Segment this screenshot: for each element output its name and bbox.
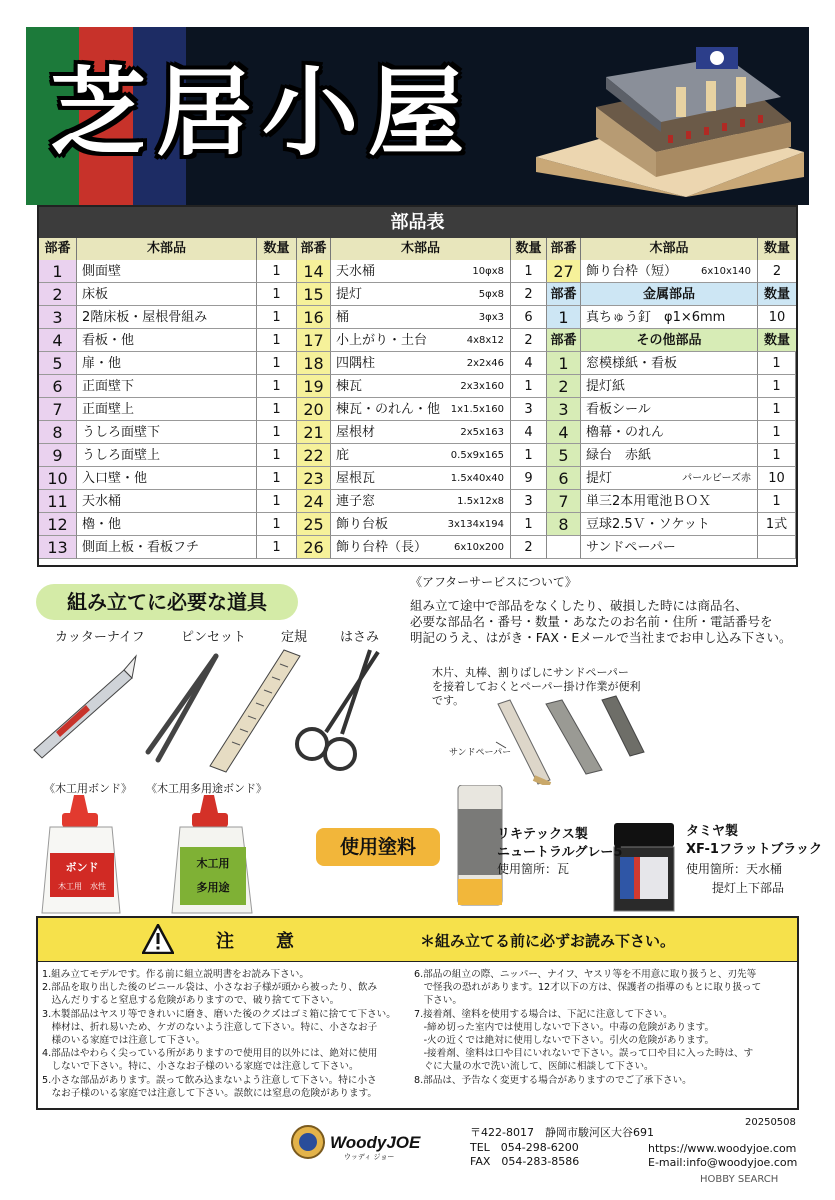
table-row bbox=[39, 260, 297, 283]
part-name bbox=[331, 421, 511, 444]
part-qty: 1 bbox=[257, 536, 297, 559]
paint-tube-icon bbox=[458, 785, 502, 905]
part-name bbox=[77, 444, 257, 467]
table-row bbox=[39, 513, 297, 536]
bond-multi-label: 《木工用多用途ボンド》 bbox=[146, 782, 267, 795]
part-number: 18 bbox=[297, 352, 331, 375]
part-name bbox=[77, 352, 257, 375]
col2-qty-header: 数量 bbox=[511, 238, 547, 260]
part-number: 17 bbox=[297, 329, 331, 352]
part-qty: 1 bbox=[758, 375, 796, 398]
part-name bbox=[331, 283, 511, 306]
part-number: 5 bbox=[39, 352, 77, 375]
parts-table-title: 部品表 bbox=[39, 207, 796, 238]
model-photo bbox=[536, 47, 804, 197]
watermark: HOBBY SEARCH bbox=[700, 1174, 779, 1185]
part-number: 4 bbox=[39, 329, 77, 352]
part-name-text: 窓模様紙・看板 bbox=[586, 356, 678, 371]
warning-icon bbox=[142, 924, 174, 954]
part-spec: 1x1.5x160 bbox=[450, 404, 504, 415]
part-qty: 1 bbox=[758, 444, 796, 467]
part-name-text: 庇 bbox=[336, 448, 350, 463]
part-name bbox=[331, 444, 511, 467]
col3-wood-header: 木部品 bbox=[581, 238, 758, 260]
logo-text: WoodyJOE bbox=[330, 1133, 421, 1152]
part-qty: 1 bbox=[257, 490, 297, 513]
metal-parts-header: 金属部品 bbox=[581, 283, 758, 306]
product-title: 芝居小屋 bbox=[50, 56, 474, 169]
sandpaper-sticks-illustration bbox=[430, 690, 670, 785]
part-number: 4 bbox=[547, 421, 581, 444]
tool-label-tweezers: ピンセット bbox=[181, 630, 247, 645]
paint1-usage: 使用箇所：瓦 bbox=[497, 862, 570, 876]
part-name bbox=[581, 260, 758, 283]
part-name bbox=[581, 421, 758, 444]
after-service-line: 組み立て途中で部品をなくしたり、破損した時には商品名、 bbox=[410, 598, 748, 613]
part-spec: 1.5x12x8 bbox=[457, 496, 504, 507]
caution-line: しないで下さい。特に、小さなお子様のいる家庭では注意して下さい。 bbox=[42, 1061, 359, 1073]
table-row bbox=[39, 306, 297, 329]
part-number: 15 bbox=[297, 283, 331, 306]
other-no-header: 部番 bbox=[547, 329, 581, 352]
part-name-text: 側面壁 bbox=[82, 264, 122, 279]
part-name bbox=[581, 352, 758, 375]
part-name-text: 棟瓦 bbox=[336, 379, 363, 394]
part-spec: 1.5x40x40 bbox=[450, 473, 504, 484]
part-name-text: 飾り台板 bbox=[336, 517, 389, 532]
part-number: 3 bbox=[547, 398, 581, 421]
sandpaper-tip-line: を接着しておくとペーパー掛け作業が便利 bbox=[432, 680, 641, 693]
logo-kana: ウッディ ジョー bbox=[344, 1153, 395, 1161]
part-qty: 2 bbox=[758, 260, 796, 283]
bond-bottle-text-5: 多用途 bbox=[196, 881, 230, 894]
part-name-text: 天水桶 bbox=[336, 264, 376, 279]
sandpaper-tip-line: 木片、丸棒、割りばしにサンドペーパー bbox=[432, 666, 629, 679]
part-qty: 2 bbox=[511, 329, 547, 352]
table-row bbox=[39, 329, 297, 352]
bond-bottle-text-1: ボンド bbox=[65, 861, 99, 874]
table-row bbox=[547, 444, 796, 467]
part-spec: 3x134x194 bbox=[447, 519, 504, 530]
wood-glue-bottle-icon bbox=[42, 795, 120, 913]
part-name bbox=[581, 513, 758, 536]
part-qty: 1 bbox=[257, 329, 297, 352]
caution-line: 棒材は、折れ易いため、ケガのないよう注意して下さい。特に、小さなお子 bbox=[42, 1021, 378, 1033]
table-row bbox=[39, 490, 297, 513]
paint-jar-icon bbox=[614, 823, 674, 911]
table-row bbox=[297, 329, 547, 352]
metal-qty-header: 数量 bbox=[758, 283, 796, 306]
part-name-text: うしろ面壁上 bbox=[82, 448, 161, 463]
caution-title: 注意 bbox=[216, 931, 336, 952]
company-fax: FAX 054-283-8586 bbox=[470, 1155, 580, 1168]
caution-line: -接着剤、塗料は口や目にいれないで下さい。誤って口や目に入った時は、す bbox=[414, 1048, 754, 1060]
part-number: 3 bbox=[39, 306, 77, 329]
part-number: 10 bbox=[39, 467, 77, 490]
part-name-text: 連子窓 bbox=[336, 494, 376, 509]
caution-line: ぐに大量の水で洗い流して、医師に相談して下さい。 bbox=[414, 1061, 654, 1073]
part-qty: 1式 bbox=[758, 513, 796, 536]
col1-wood-header: 木部品 bbox=[77, 238, 257, 260]
part-number bbox=[547, 536, 581, 559]
part-name bbox=[581, 490, 758, 513]
part-number: 23 bbox=[297, 467, 331, 490]
part-spec: 0.5x9x165 bbox=[450, 450, 504, 461]
part-name bbox=[331, 306, 511, 329]
part-qty: 6 bbox=[511, 306, 547, 329]
after-service-line: 明記のうえ、はがき・FAX・Eメールで当社までお申し込み下さい。 bbox=[410, 630, 792, 645]
part-qty: 4 bbox=[511, 352, 547, 375]
part-number: 25 bbox=[297, 513, 331, 536]
col2-no-header: 部番 bbox=[297, 238, 331, 260]
part-name-text: 側面上板・看板フチ bbox=[82, 540, 200, 555]
caution-line: 3.木製部品はヤスリ等できれいに磨き、磨いた後のクズはゴミ箱に捨てて下さい。 bbox=[42, 1008, 396, 1020]
table-row bbox=[547, 306, 796, 329]
part-name-text: 看板・他 bbox=[82, 333, 135, 348]
sandpaper-label: サンドペーパー bbox=[449, 748, 512, 758]
table-row bbox=[297, 283, 547, 306]
table-row bbox=[297, 398, 547, 421]
ruler-icon bbox=[210, 650, 300, 772]
part-number: 1 bbox=[39, 260, 77, 283]
table-row bbox=[547, 490, 796, 513]
table-row bbox=[39, 283, 297, 306]
tools-illustration bbox=[26, 642, 396, 782]
col3-no-header: 部番 bbox=[547, 238, 581, 260]
part-qty: 10 bbox=[758, 467, 796, 490]
other-qty-header: 数量 bbox=[758, 329, 796, 352]
part-name bbox=[77, 467, 257, 490]
table-row bbox=[39, 467, 297, 490]
part-qty: 1 bbox=[257, 352, 297, 375]
part-qty: 1 bbox=[257, 306, 297, 329]
part-name bbox=[77, 398, 257, 421]
company-url[interactable]: https://www.woodyjoe.com bbox=[648, 1142, 797, 1155]
caution-line: 6.部品の組立の際、ニッパー、ナイフ、ヤスリ等を不用意に取り扱うと、刃先等 bbox=[414, 969, 757, 980]
part-spec: 2x2x46 bbox=[466, 358, 504, 369]
part-qty: 1 bbox=[511, 260, 547, 283]
part-name-text: 豆球2.5Ｖ・ソケット bbox=[586, 517, 710, 532]
table-row bbox=[39, 352, 297, 375]
part-number: 7 bbox=[39, 398, 77, 421]
part-name-text: 単三2本用電池ＢＯＸ bbox=[586, 494, 712, 509]
table-row bbox=[297, 421, 547, 444]
part-qty: 1 bbox=[257, 513, 297, 536]
part-name bbox=[581, 375, 758, 398]
caution-box bbox=[36, 916, 799, 1110]
bond-bottle-text-4: 木工用 bbox=[196, 857, 230, 870]
part-number: 19 bbox=[297, 375, 331, 398]
part-number: 11 bbox=[39, 490, 77, 513]
scissors-icon bbox=[297, 650, 378, 769]
table-row bbox=[547, 467, 796, 490]
caution-read-first: ＊組み立てる前に必ずお読み下さい。 bbox=[420, 932, 676, 950]
part-name-text: 提灯 bbox=[336, 287, 363, 302]
part-qty bbox=[758, 536, 796, 559]
cutter-knife-icon bbox=[34, 656, 136, 758]
part-qty: 10 bbox=[758, 306, 796, 329]
part-name bbox=[331, 329, 511, 352]
tool-label-scissors: はさみ bbox=[340, 630, 380, 645]
part-name bbox=[77, 375, 257, 398]
part-spec: 6x10x200 bbox=[453, 542, 504, 553]
part-name bbox=[331, 513, 511, 536]
part-name bbox=[331, 398, 511, 421]
part-qty: 3 bbox=[511, 490, 547, 513]
paint1-brand: リキテックス製 bbox=[497, 827, 588, 842]
tool-label-ruler: 定規 bbox=[281, 630, 308, 645]
bond-bottle-text-3: 水性 bbox=[90, 882, 106, 891]
part-name bbox=[331, 490, 511, 513]
part-qty: 1 bbox=[511, 375, 547, 398]
part-name-text: 櫓幕・のれん bbox=[586, 425, 665, 440]
part-spec: 3φx3 bbox=[478, 312, 504, 323]
part-name-text: 2階床板・屋根骨組み bbox=[82, 310, 208, 325]
caution-line: 込んだりすると窒息する危険がありますので、破り捨てて下さい。 bbox=[42, 995, 340, 1007]
table-row bbox=[297, 375, 547, 398]
part-qty: 1 bbox=[758, 421, 796, 444]
part-name bbox=[331, 467, 511, 490]
caution-line: 2.部品を取り出した後のビニール袋は、小さなお子様が頭から被ったり、飲み bbox=[42, 982, 378, 994]
part-qty: 2 bbox=[511, 536, 547, 559]
paint2-usage-2: 提灯上下部品 bbox=[712, 881, 785, 895]
part-name bbox=[77, 329, 257, 352]
bond-bottles-illustration bbox=[40, 795, 260, 915]
caution-line: で怪我の恐れがあります。12才以下の方は、保護者の指導のもとに取り扱って bbox=[414, 982, 762, 994]
part-name-text: 飾り台枠（短） bbox=[586, 264, 678, 279]
part-number: 8 bbox=[547, 513, 581, 536]
part-number: 1 bbox=[547, 352, 581, 375]
part-name-text: 屋根材 bbox=[336, 425, 376, 440]
caution-line: なお子様のいる家庭では注意して下さい。誤飲には窒息の危険があります。 bbox=[42, 1087, 378, 1099]
part-number: 5 bbox=[547, 444, 581, 467]
part-name bbox=[331, 536, 511, 559]
part-qty: 1 bbox=[511, 444, 547, 467]
col1-qty-header: 数量 bbox=[257, 238, 297, 260]
part-number: 20 bbox=[297, 398, 331, 421]
part-qty: 9 bbox=[511, 467, 547, 490]
part-qty: 1 bbox=[758, 490, 796, 513]
metal-no-header: 部番 bbox=[547, 283, 581, 306]
part-name bbox=[581, 444, 758, 467]
part-number: 14 bbox=[297, 260, 331, 283]
table-row bbox=[39, 421, 297, 444]
part-name bbox=[77, 260, 257, 283]
part-name bbox=[77, 536, 257, 559]
company-tel: TEL 054-298-6200 bbox=[470, 1141, 579, 1154]
part-qty: 2 bbox=[511, 283, 547, 306]
part-name bbox=[77, 306, 257, 329]
part-name-text: 天水桶 bbox=[82, 494, 122, 509]
table-row bbox=[297, 260, 547, 283]
part-qty: 1 bbox=[257, 421, 297, 444]
part-spec: 10φx8 bbox=[472, 266, 504, 277]
table-row bbox=[297, 536, 547, 559]
part-name-text: 入口壁・他 bbox=[82, 471, 148, 486]
part-name-text: 緑台 赤紙 bbox=[586, 448, 652, 463]
col2-wood-header: 木部品 bbox=[331, 238, 511, 260]
part-number: 6 bbox=[39, 375, 77, 398]
bond-bottle-text-2: 木工用 bbox=[58, 882, 82, 891]
caution-header bbox=[38, 918, 797, 962]
part-name bbox=[77, 490, 257, 513]
part-name-text: 棟瓦・のれん・他 bbox=[336, 402, 441, 417]
part-number: 8 bbox=[39, 421, 77, 444]
table-row bbox=[547, 375, 796, 398]
bond-wood-label: 《木工用ボンド》 bbox=[44, 782, 132, 795]
part-name: 真ちゅう釘 φ1×6mm bbox=[581, 306, 758, 329]
caution-line: 8.部品は、予告なく変更する場合がありますのでご了承下さい。 bbox=[414, 1074, 692, 1086]
paint2-name: XF-1フラットブラック bbox=[686, 842, 823, 857]
table-row bbox=[297, 444, 547, 467]
part-number: 9 bbox=[39, 444, 77, 467]
part-name-text: 扉・他 bbox=[82, 356, 122, 371]
part-name-text: 屋根瓦 bbox=[336, 471, 376, 486]
part-number: 1 bbox=[547, 306, 581, 329]
part-name-text: 提灯紙 bbox=[586, 379, 626, 394]
table-row bbox=[547, 536, 796, 559]
caution-line: 様のいる家庭では注意して下さい。 bbox=[42, 1035, 206, 1046]
table-row bbox=[547, 398, 796, 421]
company-email[interactable]: E-mail:info@woodyjoe.com bbox=[648, 1156, 798, 1169]
part-spec: 2x3x160 bbox=[460, 381, 504, 392]
part-name-text: 床板 bbox=[82, 287, 109, 302]
part-name-text: 櫓・他 bbox=[82, 517, 122, 532]
part-name-text: 提灯 bbox=[586, 471, 613, 486]
part-qty: 1 bbox=[257, 398, 297, 421]
part-number: 27 bbox=[547, 260, 581, 283]
part-qty: 1 bbox=[257, 260, 297, 283]
table-row bbox=[297, 467, 547, 490]
table-row bbox=[297, 306, 547, 329]
multi-glue-bottle-icon bbox=[172, 795, 252, 913]
table-row bbox=[547, 352, 796, 375]
part-qty: 3 bbox=[511, 398, 547, 421]
caution-line: 1.組み立てモデルです。作る前に組立説明書をお読み下さい。 bbox=[42, 969, 309, 980]
col3-qty-header: 数量 bbox=[758, 238, 796, 260]
caution-line: 4.部品はやわらく尖っている所がありますので使用目的以外には、絶対に使用 bbox=[42, 1048, 378, 1060]
sanding-stick-icon bbox=[498, 696, 644, 785]
part-number: 6 bbox=[547, 467, 581, 490]
table-row bbox=[547, 513, 796, 536]
paint1-name: ニュートラルグレー5 bbox=[497, 845, 623, 860]
after-service-line: 必要な部品名・番号・数量・あなたのお名前・住所・電話番号を bbox=[410, 614, 773, 629]
tweezers-icon bbox=[148, 656, 216, 760]
parts-table bbox=[37, 205, 798, 567]
part-number: 12 bbox=[39, 513, 77, 536]
paint2-brand: タミヤ製 bbox=[686, 824, 739, 839]
part-spec: パールビーズ赤 bbox=[682, 473, 751, 484]
table-row bbox=[39, 444, 297, 467]
after-service-title: 《アフターサービスについて》 bbox=[410, 575, 577, 589]
paint2-usage: 使用箇所：天水桶 bbox=[686, 862, 783, 876]
table-row bbox=[297, 352, 547, 375]
caution-line: 7.接着剤、塗料を使用する場合は、下記に注意して下さい。 bbox=[414, 1008, 673, 1020]
part-name bbox=[77, 513, 257, 536]
print-date: 20250508 bbox=[745, 1117, 796, 1128]
caution-line: 下さい。 bbox=[414, 995, 462, 1007]
part-qty: 1 bbox=[257, 467, 297, 490]
paint-heading: 使用塗料 bbox=[316, 828, 440, 866]
part-number: 24 bbox=[297, 490, 331, 513]
part-qty: 1 bbox=[758, 352, 796, 375]
part-name bbox=[77, 283, 257, 306]
part-name-text: 看板シール bbox=[586, 402, 651, 417]
part-name bbox=[331, 375, 511, 398]
table-row bbox=[297, 490, 547, 513]
part-qty: 1 bbox=[758, 398, 796, 421]
part-qty: 1 bbox=[257, 444, 297, 467]
part-name bbox=[581, 536, 758, 559]
caution-line: 5.小さな部品があります。誤って飲み込まないよう注意して下さい。特に小さ bbox=[42, 1074, 377, 1086]
part-qty: 1 bbox=[511, 513, 547, 536]
part-name-text: 正面壁上 bbox=[82, 402, 135, 417]
caution-line: -締め切った室内では使用しないで下さい。中毒の危険があります。 bbox=[414, 1021, 715, 1033]
part-spec: 5φx8 bbox=[478, 289, 504, 300]
header-banner bbox=[26, 27, 809, 205]
part-qty: 1 bbox=[257, 375, 297, 398]
part-number: 26 bbox=[297, 536, 331, 559]
company-address: 〒422-8017 静岡市駿河区大谷691 bbox=[470, 1126, 654, 1139]
table-row bbox=[39, 375, 297, 398]
part-number: 21 bbox=[297, 421, 331, 444]
part-spec: 2x5x163 bbox=[460, 427, 504, 438]
part-number: 22 bbox=[297, 444, 331, 467]
tool-label-cutter: カッターナイフ bbox=[55, 630, 145, 645]
part-number: 16 bbox=[297, 306, 331, 329]
part-name-text: うしろ面壁下 bbox=[82, 425, 161, 440]
col1-no-header: 部番 bbox=[39, 238, 77, 260]
part-number: 2 bbox=[39, 283, 77, 306]
part-name bbox=[581, 467, 758, 490]
table-row bbox=[547, 260, 796, 283]
table-row bbox=[297, 513, 547, 536]
table-row bbox=[39, 398, 297, 421]
woodyjoe-logo bbox=[290, 1122, 460, 1162]
part-name bbox=[331, 352, 511, 375]
part-spec: 4x8x12 bbox=[466, 335, 504, 346]
tools-heading: 組み立てに必要な道具 bbox=[36, 584, 298, 620]
part-name-text: サンドペーパー bbox=[586, 540, 676, 555]
part-name-text: 桶 bbox=[336, 310, 350, 325]
part-name-text: 小上がり・土台 bbox=[336, 333, 428, 348]
table-row bbox=[39, 536, 297, 559]
caution-line: -火の近くでは絶対に使用しないで下さい。引火の危険があります。 bbox=[414, 1035, 715, 1046]
table-row bbox=[547, 421, 796, 444]
part-number: 2 bbox=[547, 375, 581, 398]
part-name-text: 四隅柱 bbox=[336, 356, 376, 371]
part-qty: 1 bbox=[257, 283, 297, 306]
part-name-text: 飾り台枠（長） bbox=[336, 540, 428, 555]
part-name bbox=[581, 398, 758, 421]
part-number: 7 bbox=[547, 490, 581, 513]
part-name bbox=[77, 421, 257, 444]
part-spec: 6x10x140 bbox=[700, 266, 751, 277]
part-name bbox=[331, 260, 511, 283]
other-parts-header: その他部品 bbox=[581, 329, 758, 352]
sandpaper-tip-line: です。 bbox=[432, 694, 465, 707]
part-number: 13 bbox=[39, 536, 77, 559]
part-qty: 4 bbox=[511, 421, 547, 444]
part-name-text: 正面壁下 bbox=[82, 379, 135, 394]
